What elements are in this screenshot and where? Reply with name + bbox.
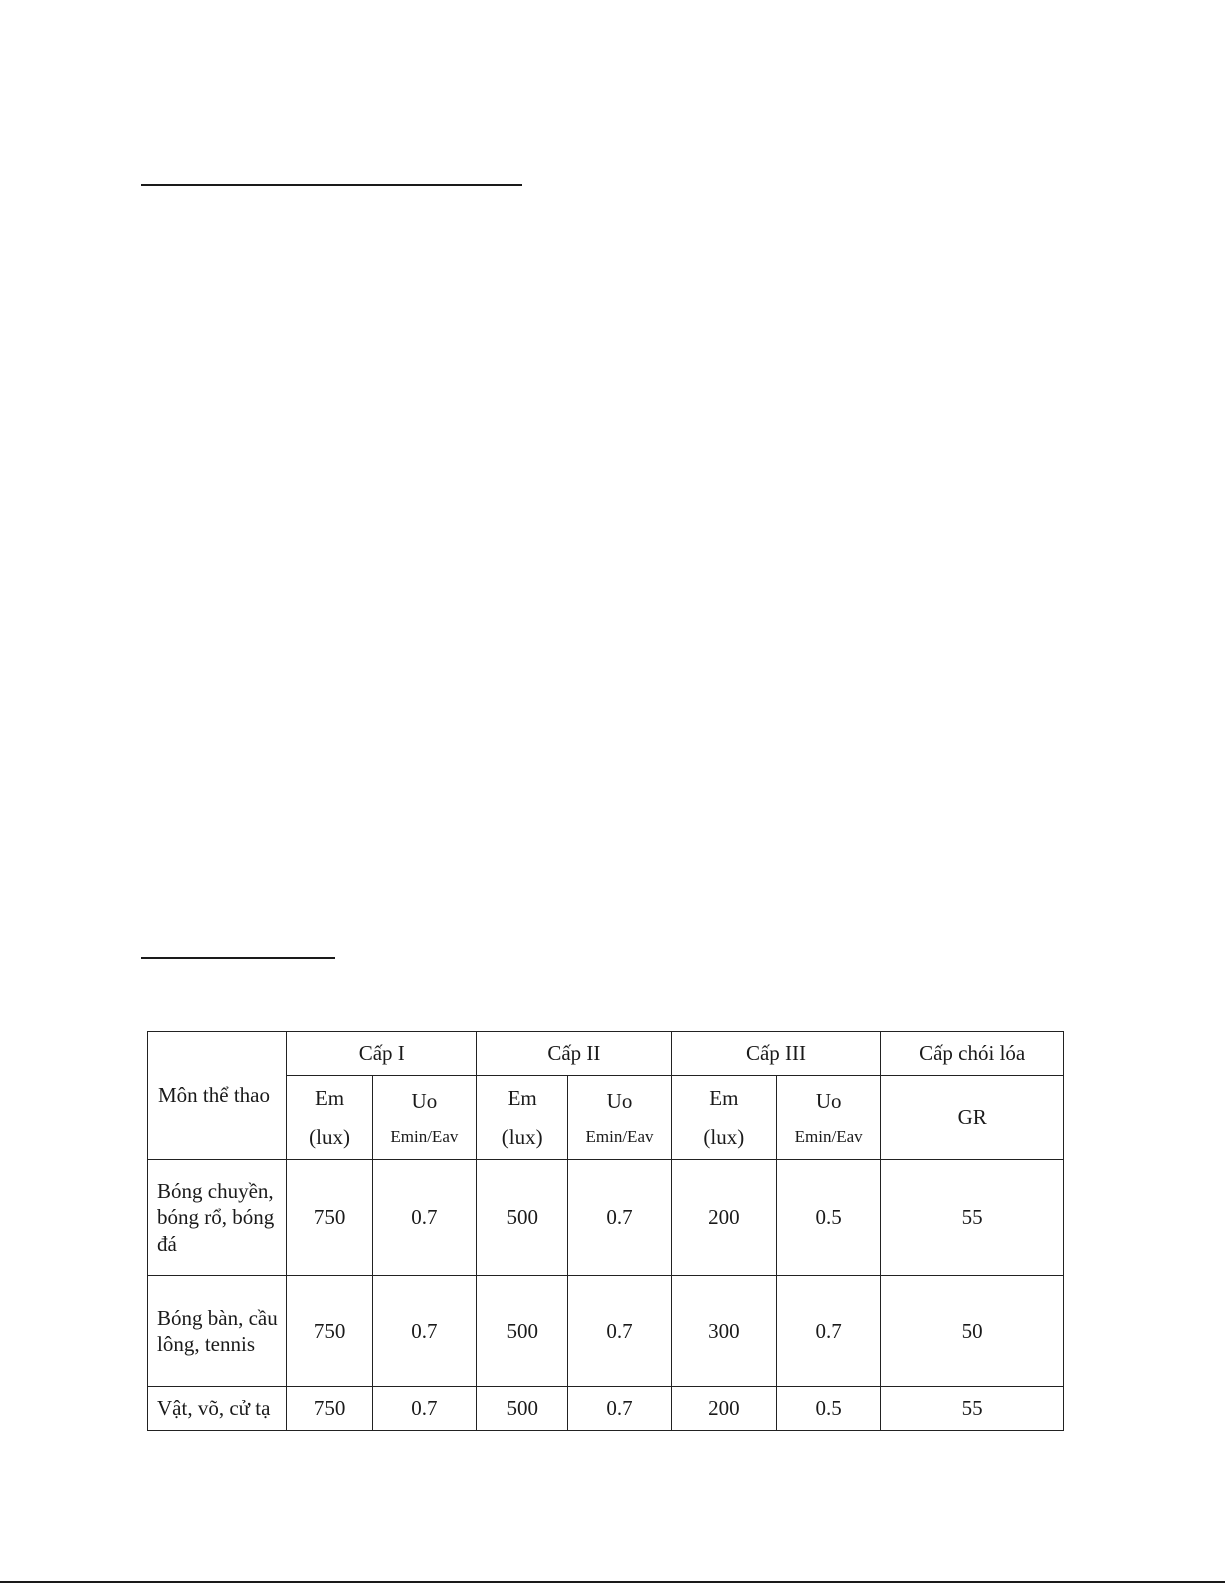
subheader-em — [671, 1076, 776, 1160]
em-unit: (lux) — [703, 1124, 745, 1149]
em-label: Em — [507, 1085, 537, 1110]
em-unit: (lux) — [501, 1124, 543, 1149]
subheader-uo — [372, 1076, 476, 1160]
em2-cell: 500 — [477, 1276, 568, 1387]
uo1-cell: 0.7 — [372, 1160, 476, 1276]
em3-cell: 300 — [671, 1276, 776, 1387]
illuminance-standards-table — [147, 1031, 1064, 1431]
header-sport: Môn thể thao — [148, 1032, 287, 1160]
gr-cell: 55 — [881, 1387, 1064, 1431]
em1-cell: 750 — [287, 1276, 372, 1387]
section-heading-underline — [141, 184, 522, 186]
em2-cell: 500 — [477, 1160, 568, 1276]
uo-formula: Emin/Eav — [390, 1127, 459, 1147]
uo1-cell: 0.7 — [372, 1387, 476, 1431]
uo-formula: Emin/Eav — [585, 1127, 654, 1147]
em-label: Em — [314, 1085, 345, 1110]
em-unit: (lux) — [309, 1124, 350, 1149]
sport-cell: Bóng bàn, cầu lông, tennis — [148, 1276, 287, 1387]
header-level-3: Cấp III — [671, 1032, 881, 1076]
subheader-uo — [568, 1076, 671, 1160]
uo2-cell: 0.7 — [568, 1160, 671, 1276]
uo2-cell: 0.7 — [568, 1387, 671, 1431]
header-level-1: Cấp I — [287, 1032, 477, 1076]
subheader-gr: GR — [881, 1076, 1064, 1160]
table-row — [148, 1160, 1064, 1276]
uo1-cell: 0.7 — [372, 1276, 476, 1387]
subheader-em — [287, 1076, 372, 1160]
table-row — [148, 1276, 1064, 1387]
subheader-em — [477, 1076, 568, 1160]
uo3-cell: 0.5 — [777, 1160, 881, 1276]
uo3-cell: 0.7 — [777, 1276, 881, 1387]
uo-label: Uo — [606, 1089, 633, 1114]
em1-cell: 750 — [287, 1387, 372, 1431]
gr-cell: 50 — [881, 1276, 1064, 1387]
gr-cell: 55 — [881, 1160, 1064, 1276]
em-label: Em — [709, 1085, 739, 1110]
sport-cell: Bóng chuyền, bóng rổ, bóng đá — [148, 1160, 287, 1276]
uo-label: Uo — [815, 1089, 842, 1114]
uo3-cell: 0.5 — [777, 1387, 881, 1431]
table-header-row — [148, 1032, 1064, 1076]
uo-label: Uo — [411, 1089, 438, 1114]
em1-cell: 750 — [287, 1160, 372, 1276]
header-level-2: Cấp II — [477, 1032, 672, 1076]
em2-cell: 500 — [477, 1387, 568, 1431]
em3-cell: 200 — [671, 1160, 776, 1276]
subheader-uo — [777, 1076, 881, 1160]
em3-cell: 200 — [671, 1387, 776, 1431]
header-glare: Cấp chói lóa — [881, 1032, 1064, 1076]
page-bottom-border — [0, 1581, 1225, 1583]
uo-formula: Emin/Eav — [794, 1127, 863, 1147]
table-row — [148, 1387, 1064, 1431]
uo2-cell: 0.7 — [568, 1276, 671, 1387]
sport-cell: Vật, võ, cử tạ — [148, 1387, 287, 1431]
subsection-heading-underline — [141, 957, 335, 959]
